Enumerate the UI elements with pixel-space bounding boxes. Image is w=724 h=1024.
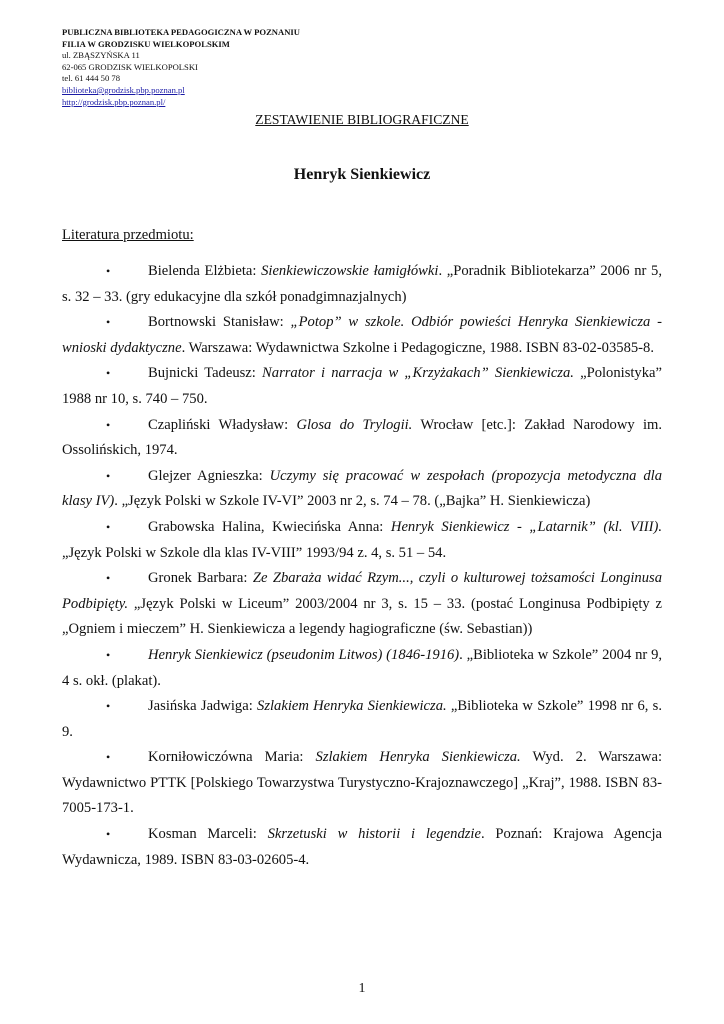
entry-title: Henryk Sienkiewicz - „Latarnik” (kl. VIII). xyxy=(390,518,663,535)
entry-author: Glejzer Agnieszka: xyxy=(148,467,270,484)
bibliography-entry xyxy=(62,259,662,310)
entry-author: Bielenda Elżbieta: xyxy=(148,263,262,279)
entry-details: Wrocław [etc.]: Zakład Narodowy im. Ossolińskich, 1974. xyxy=(62,416,662,459)
bullet-icon: • xyxy=(106,827,111,842)
bullet-icon: • xyxy=(106,366,111,381)
entry-details: . „Poradnik Bibliotekarza” 2006 nr 5, s. 32 – 33. (gry edukacyjne dla szkół ponadgimnazjalnych) xyxy=(62,263,663,305)
entry-author: Bujnicki Tadeusz: xyxy=(148,365,263,382)
entry-title: Narrator i narracja w „Krzyżakach” Sienkiewicza. xyxy=(262,365,574,382)
entry-details: . Warszawa: Wydawnictwa Szkolne i Pedagogiczne, 1988. ISBN 83-02-03585-8. xyxy=(181,339,654,356)
bullet-icon: • xyxy=(106,519,111,534)
entry-author: Grabowska Halina, Kwiecińska Anna: xyxy=(148,518,391,535)
entry-title: Ze Zbaraża widać Rzym..., czyli o kulturowej tożsamości Longinusa Podbipięty. xyxy=(62,570,662,612)
email-link[interactable]: biblioteka@grodzisk.pbp.poznan.pl xyxy=(62,84,185,95)
bibliography-entry xyxy=(62,310,662,361)
entry-details: „Biblioteka w Szkole” 1998 nr 6, s. 9. xyxy=(62,698,662,740)
entry-title: Szlakiem Henryka Sienkiewicza. xyxy=(257,698,447,715)
bullet-icon: • xyxy=(106,315,111,330)
entry-details: „Polonistyka” 1988 nr 10, s. 740 – 750. xyxy=(62,365,662,407)
bibliography-list xyxy=(62,259,662,873)
bibliography-entry xyxy=(62,515,662,566)
bullet-icon: • xyxy=(106,571,111,586)
bullet-icon: • xyxy=(106,647,111,662)
bibliography-entry xyxy=(62,822,662,873)
entry-details: „Język Polski w Liceum” 2003/2004 nr 3, s. 15 – 33. (postać Longinusa Podbipięty z „Ogniem i mieczem” H. Sienkiewicza a legendy hagiograficzne (św. Sebastian)) xyxy=(62,595,662,638)
bibliography-entry xyxy=(62,643,662,694)
entry-title: Glosa do Trylogii. xyxy=(296,416,413,433)
document-title: Henryk Sienkiewicz xyxy=(293,166,431,183)
entry-author: Korniłowiczówna Maria: xyxy=(148,749,316,766)
city-address: 62-065 GRODZISK WIELKOPOLSKI xyxy=(62,61,198,72)
phone-number: tel. 61 444 50 78 xyxy=(62,73,121,84)
bibliography-entry xyxy=(62,361,662,412)
entry-author: Kosman Marceli: xyxy=(148,826,268,843)
bullet-icon: • xyxy=(106,468,111,483)
bullet-icon: • xyxy=(106,264,111,278)
branch-name: FILIA W GRODZISKU WIELKOPOLSKIM xyxy=(62,38,230,49)
entry-title: Uczymy się pracować w zespołach (propozycja metodyczna dla klasy IV) xyxy=(62,467,662,510)
bibliography-entry xyxy=(62,694,662,745)
page-number: 1 xyxy=(358,981,366,996)
entry-author: Gronek Barbara: xyxy=(148,570,253,587)
entry-details: „Język Polski w Szkole dla klas IV-VIII” 1993/94 z. 4, s. 51 – 54. xyxy=(62,544,447,561)
bullet-icon: • xyxy=(106,699,111,714)
entry-details: . „Język Polski w Szkole IV-VI” 2003 nr 2, s. 74 – 78. („Bajka” H. Sienkiewicza) xyxy=(114,493,591,510)
library-header xyxy=(62,27,300,108)
bibliography-entry xyxy=(62,464,662,515)
entry-details: . „Biblioteka w Szkole” 2004 nr 9, 4 s. okł. (plakat). xyxy=(62,646,663,689)
document-subtitle: ZESTAWIENIE BIBLIOGRAFICZNE xyxy=(255,112,469,127)
street-address: ul. ZBĄSZYŃSKA 11 xyxy=(62,50,140,61)
bullet-icon: • xyxy=(106,750,111,765)
institution-name: PUBLICZNA BIBLIOTEKA PEDAGOGICZNA W POZNANIU xyxy=(62,27,300,37)
entry-title: Sienkiewiczowskie łamigłówki xyxy=(261,263,439,279)
bibliography-entry xyxy=(62,566,662,643)
bibliography-entry xyxy=(62,745,662,822)
entry-author: Czapliński Władysław: xyxy=(148,416,297,433)
entry-author: Jasińska Jadwiga: xyxy=(148,698,258,715)
entry-details: . Poznań: Krajowa Agencja Wydawnicza, 1989. ISBN 83-03-02605-4. xyxy=(62,826,663,868)
bullet-icon: • xyxy=(106,417,111,432)
entry-details: Wyd. 2. Warszawa: Wydawnictwo PTTK [Polskiego Towarzystwa Turystyczno-Krajoznawczego] „Kraj”, 1988. ISBN 83-7005-173-1. xyxy=(62,749,662,817)
bibliography-entry xyxy=(62,413,662,464)
section-heading: Literatura przedmiotu: xyxy=(62,227,194,243)
entry-title: Henryk Sienkiewicz (pseudonim Litwos) (1846-1916) xyxy=(148,646,460,663)
entry-title: Skrzetuski w historii i legendzie xyxy=(267,826,481,843)
website-link[interactable]: http://grodzisk.pbp.poznan.pl/ xyxy=(62,96,166,107)
entry-title: Szlakiem Henryka Sienkiewicza. xyxy=(315,749,521,766)
entry-title: „Potop” w szkole. Odbiór powieści Henryka Sienkiewicza - wnioski dydaktyczne xyxy=(62,314,662,356)
entry-author: Bortnowski Stanisław: xyxy=(148,314,291,331)
